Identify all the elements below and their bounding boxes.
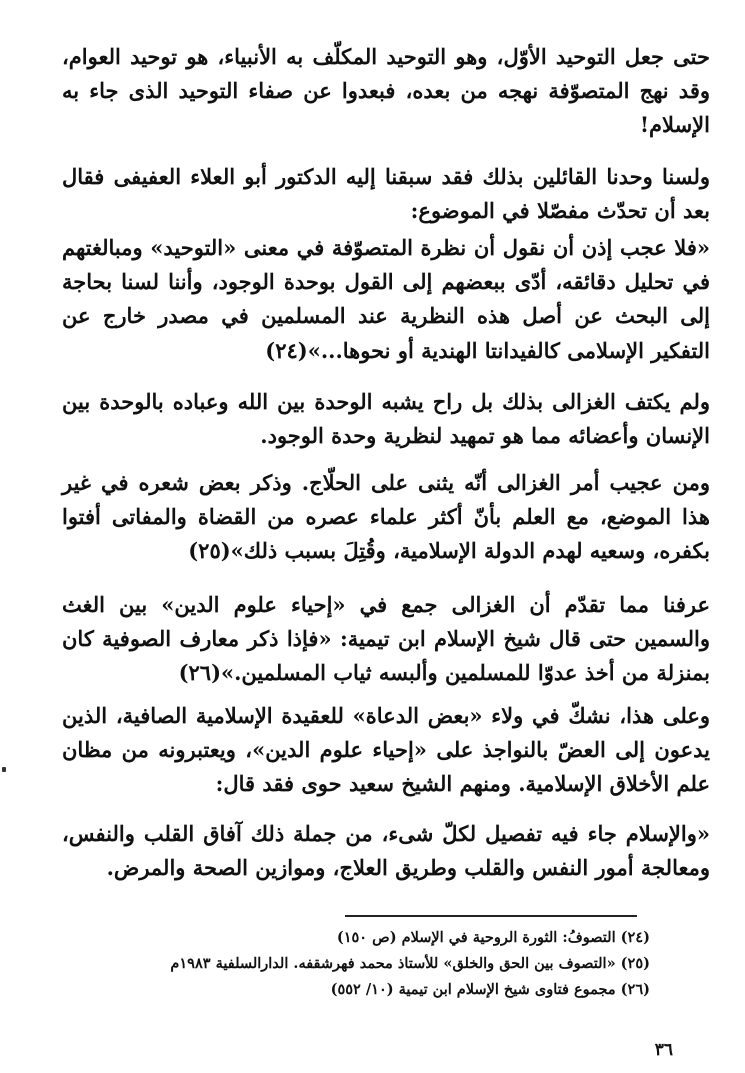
paragraph-4 — [62, 385, 710, 453]
page-number: ٣٦ — [654, 1040, 673, 1060]
paragraph-2 — [62, 160, 710, 228]
paragraph-7-text: وعلى هذا، نشكّ في ولاء «بعض الدعاة» للعقيدة الإسلامية الصافية، الذين يدعون إلى العضّ بالنواجذ على «إحياء علوم الدين»، ويعتبرونه من مظان علم الأخلاق الإسلامية. ومنهم الشيخ سعيد حوى فقد قال: — [62, 703, 710, 797]
paragraph-8-quote — [62, 817, 710, 885]
footnote-26: (٢٦) مجموع فتاوى شيخ الإسلام ابن تيمية (١٠/ ٥٥٢) — [330, 981, 650, 998]
paragraph-5-text: ومن عجيب أمر الغزالى أنّه يثنى على الحلّاج. وذكر بعض شعره في غير هذا الموضع، مع العلم بأنّ أكثر علماء عصره من القضاة والمفاتى أفتوا بكفره، وسعيه لهدم الدولة الإسلامية، وقُتِلَ بسبب ذلك»(٢٥) — [62, 470, 710, 564]
paragraph-8-text: «والإسلام جاء فيه تفصيل لكلّ شىء، من جملة ذلك آفاق القلب والنفس، ومعالجة أمور النفس والقلب وطريق العلاج، وموازين الصحة والمرض. — [62, 821, 710, 881]
footnote-25: (٢٥) «التصوف بين الحق والخلق» للأستاذ محمد فهرشقفه. الدارالسلفية ١٩٨٣م — [170, 955, 650, 972]
footnote-24: (٢٤) التصوفُ: الثورة الروحية في الإسلام (ص ١٥٠) — [336, 929, 650, 946]
scan-speck — [2, 767, 6, 772]
paragraph-5 — [62, 466, 710, 569]
paragraph-1-text: حتى جعل التوحيد الأوّل، وهو التوحيد المكلّف به الأنبياء، هو توحيد العوام، وقد نهج المتصوّفة نهجه من بعده، فبعدوا عن صفاء التوحيد الذى جاء به الإسلام! — [62, 44, 710, 138]
footnote-divider — [345, 915, 637, 917]
paragraph-2-text: ولسنا وحدنا القائلين بذلك فقد سبقنا إليه الدكتور أبو العلاء العفيفى فقال بعد أن تحدّث مفصّلا في الموضوع: — [62, 164, 710, 224]
paragraph-3-quote — [62, 231, 710, 368]
paragraph-3-text: «فلا عجب إذن أن نقول أن نظرة المتصوّفة في معنى «التوحيد» ومبالغتهم في تحليل دقائقه، أدّى ببعضهم إلى القول بوحدة الوجود، وأننا لسنا بحاجة إلى البحث عن أصل هذه النظرية عند المسلمين في مصدر خارج عن التفكير الإسلامى كالفيدانتا الهندية أو نحوها...»(٢٤) — [62, 235, 710, 363]
paragraph-7 — [62, 699, 710, 802]
paragraph-4-text: ولم يكتف الغزالى بذلك بل راح يشبه الوحدة بين الله وعباده بالوحدة بين الإنسان وأعضائه مما هو تمهيد لنظرية وحدة الوجود. — [62, 389, 710, 449]
paragraph-6 — [62, 588, 710, 691]
paragraph-1 — [62, 40, 710, 143]
footnotes — [150, 925, 650, 1003]
paragraph-6-text: عرفنا مما تقدّم أن الغزالى جمع في «إحياء علوم الدين» بين الغث والسمين حتى قال شيخ الإسلام ابن تيمية: «فإذا ذكر معارف الصوفية كان بمنزلة من أخذ عدوّا للمسلمين وألبسه ثياب المسلمين.»(٢٦) — [62, 592, 710, 686]
